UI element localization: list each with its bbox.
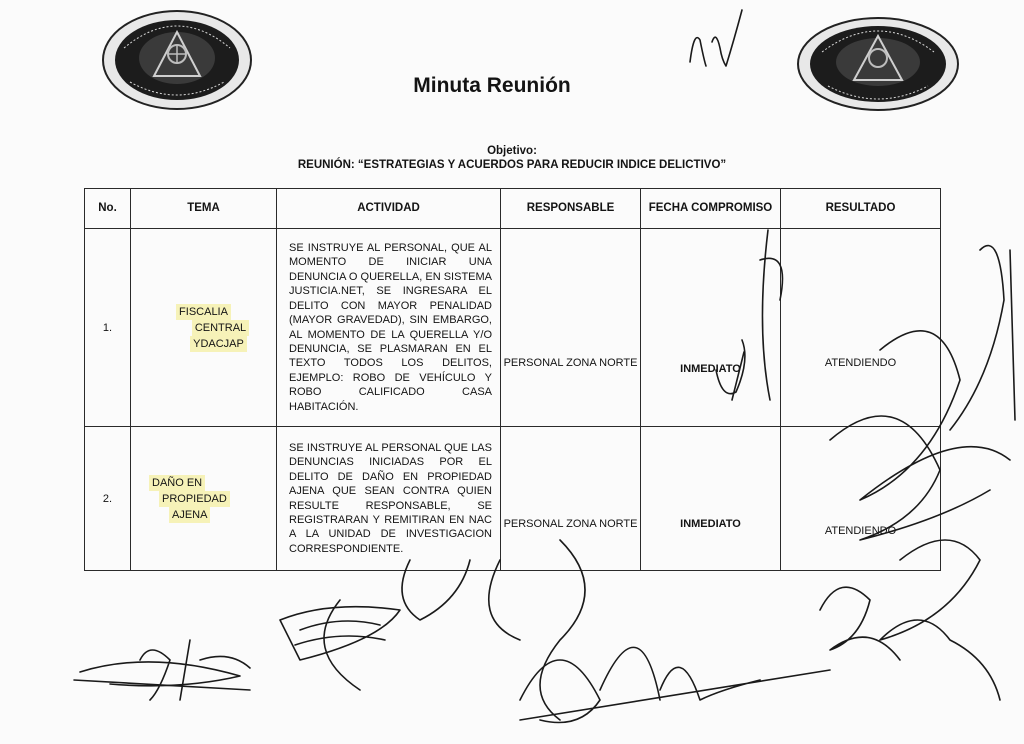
row-responsable: PERSONAL ZONA NORTE (501, 427, 641, 571)
row-tema (131, 229, 277, 427)
document-title: Minuta Reunión (413, 74, 571, 97)
row-number: 1. (85, 229, 131, 427)
table-row (85, 229, 941, 427)
row-resultado: ATENDIENDO (781, 229, 941, 427)
tema-line: PROPIEDAD (159, 491, 230, 507)
header-tema: TEMA (131, 189, 277, 229)
objective-label: Objetivo: (487, 145, 537, 157)
row-number: 2. (85, 427, 131, 571)
signature-mark (280, 607, 400, 660)
tema-line: DAÑO EN (149, 475, 205, 491)
signature-mark (80, 640, 250, 700)
tema-line: AJENA (169, 507, 210, 523)
header-resultado: RESULTADO (781, 189, 941, 229)
row-responsable: PERSONAL ZONA NORTE (501, 229, 641, 427)
row-resultado: ATENDIENDO (781, 427, 941, 571)
header-responsable: RESPONSABLE (501, 189, 641, 229)
objective-block (0, 144, 1024, 172)
header-fecha-compromiso: FECHA COMPROMISO (641, 189, 781, 229)
row-actividad: SE INSTRUYE AL PERSONAL, QUE AL MOMENTO DE INICIAR UNA DENUNCIA O QUERELLA, EN SISTEMA JUSTICIA.NET, SE INGRESARA EL DELITO CON MAYOR PENALIDAD (MAYOR GRAVEDAD), SIN EMBARGO, AL MOMENTO DE LA QUERELLA Y/O DENUNCIA, SE PLASMARAN EN EL TEXTO TODOS LOS DELITOS, EJEMPLO: ROBO DE VEHÍCULO Y ROBO CALIFICADO CASA HABITACIÓN. (277, 229, 501, 427)
header-no: No. (85, 189, 131, 229)
objective-text: REUNIÓN: “ESTRATEGIAS Y ACUERDOS PARA REDUCIR INDICE DELICTIVO” (297, 159, 727, 171)
right-seal-logo (794, 14, 962, 114)
signature-mark (820, 587, 900, 660)
table-header-row (85, 189, 941, 229)
signature-mark (324, 560, 520, 690)
row-actividad: SE INSTRUYE AL PERSONAL QUE LAS DENUNCIAS INICIADAS POR EL DELITO DE DAÑO EN PROPIEDAD AJENA QUE SEAN CONTRA QUIEN RESULTE RESPONSABLE, SE REGISTRARAN Y REMITIRAN EN NAC A LA UNIDAD DE INVESTIGACION CORRESPONDIENTE. (277, 427, 501, 571)
initials-signature (690, 10, 742, 66)
header-actividad: ACTIVIDAD (277, 189, 501, 229)
row-fecha: INMEDIATO (641, 229, 781, 427)
tema-line: YDACJAP (190, 336, 247, 352)
table-row (85, 427, 941, 571)
row-fecha: INMEDIATO (641, 427, 781, 571)
signature-mark (520, 647, 830, 722)
tema-line: CENTRAL (192, 320, 249, 336)
tema-line: FISCALIA (176, 304, 231, 320)
minutes-table (84, 188, 941, 571)
signature-mark (74, 680, 250, 690)
row-tema (131, 427, 277, 571)
